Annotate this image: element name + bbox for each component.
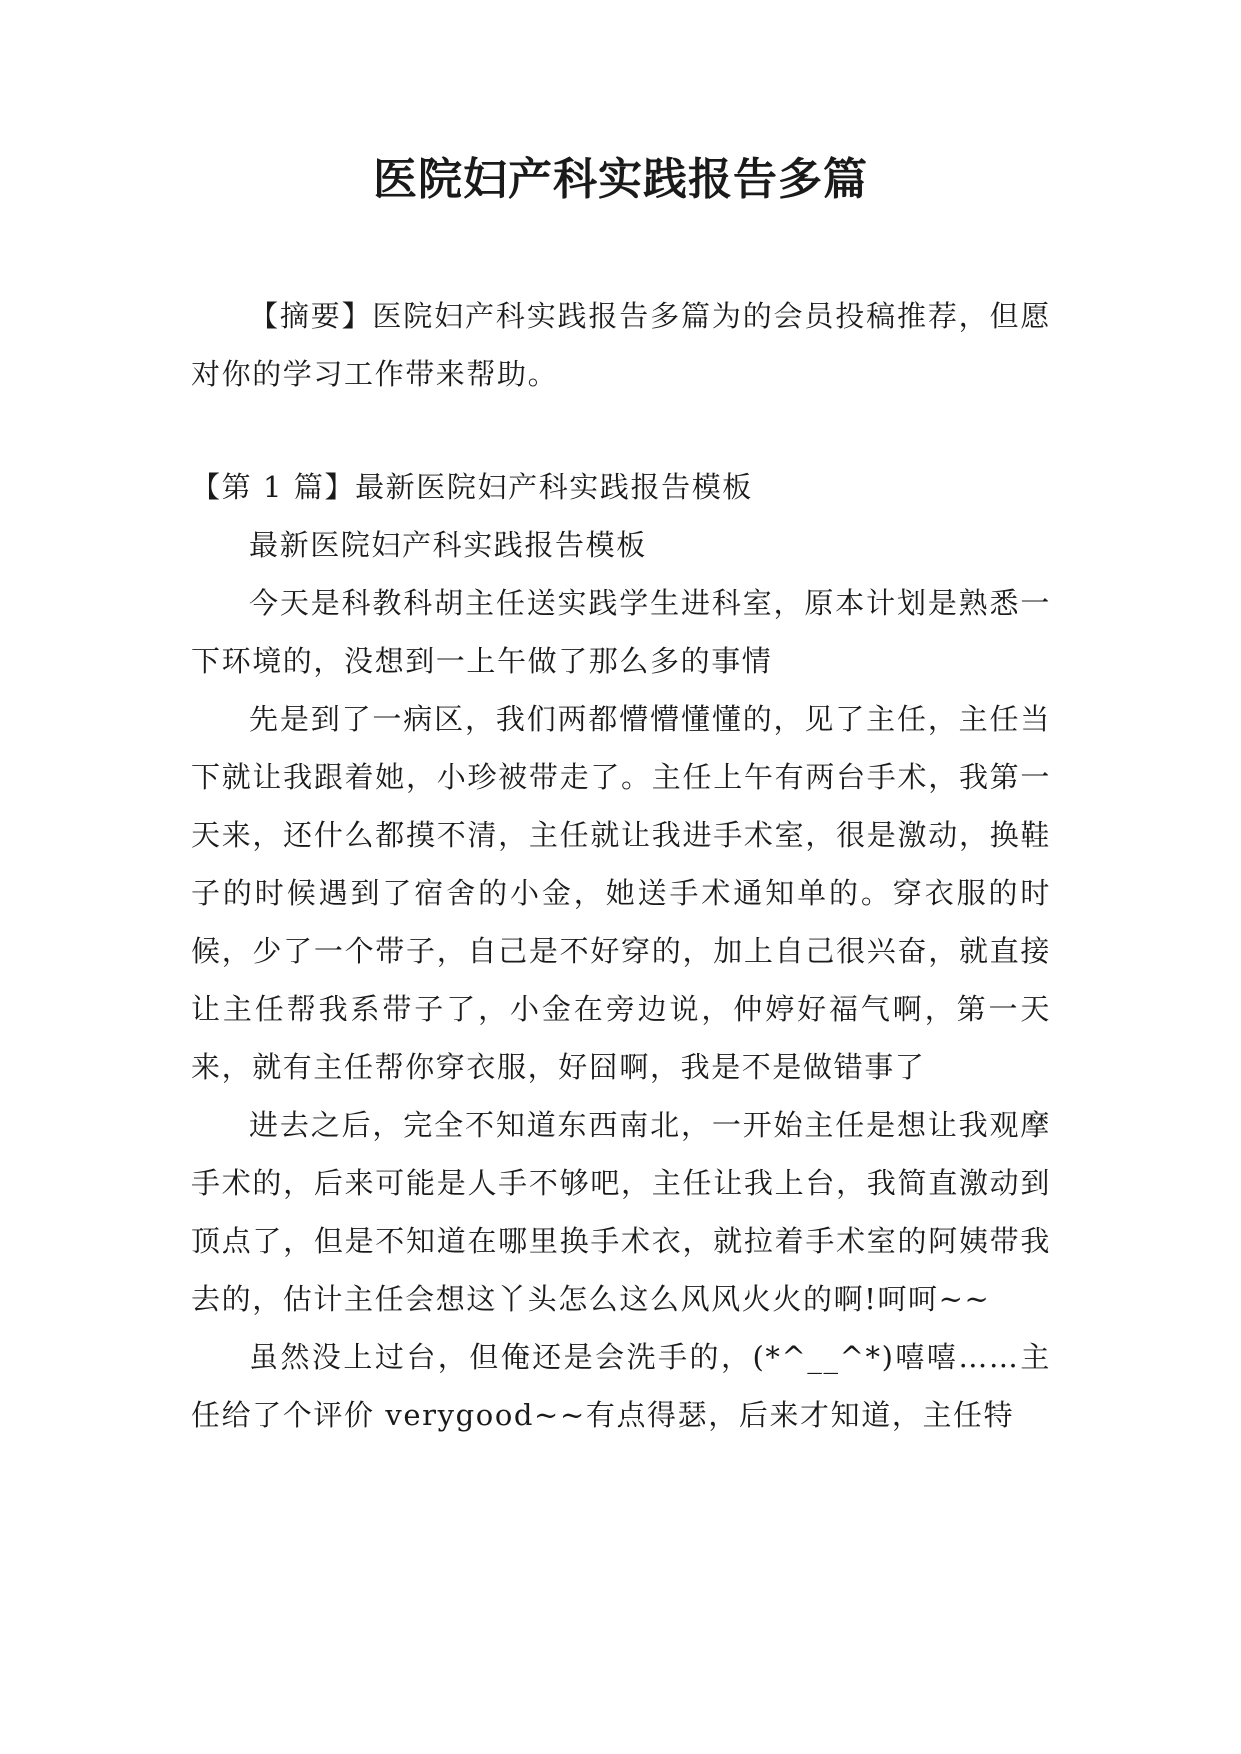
body-paragraph: 进去之后，完全不知道东西南北，一开始主任是想让我观摩手术的，后来可能是人手不够吧，主任让我上台，我简直激动到顶点了，但是不知道在哪里换手术衣，就拉着手术室的阿姨带我去的，估计主任会想这丫头怎么这么风风火火的啊!呵呵~~ — [191, 1108, 1051, 1316]
document-title: 医院妇产科实践报告多篇 — [373, 154, 868, 205]
body-paragraph: 虽然没上过台，但俺还是会洗手的，(*^__^*)嘻嘻……主任给了个评价 verygood~~有点得瑟，后来才知道，主任特 — [191, 1340, 1051, 1432]
abstract-paragraph: 【摘要】医院妇产科实践报告多篇为的会员投稿推荐，但愿对你的学习工作带来帮助。 — [191, 299, 1051, 391]
article-body — [191, 458, 1051, 1444]
abstract-block — [191, 287, 1051, 403]
body-paragraph: 今天是科教科胡主任送实践学生进科室，原本计划是熟悉一下环境的，没想到一上午做了那么多的事情 — [191, 586, 1051, 678]
body-paragraph: 先是到了一病区，我们两都懵懵懂懂的，见了主任，主任当下就让我跟着她，小珍被带走了。主任上午有两台手术，我第一天来，还什么都摸不清，主任就让我进手术室，很是激动，换鞋子的时候遇到了宿舍的小金，她送手术通知单的。穿衣服的时候，少了一个带子，自己是不好穿的，加上自己很兴奋，就直接让主任帮我系带子了，小金在旁边说，仲婷好福气啊，第一天来，就有主任帮你穿衣服，好囧啊，我是不是做错事了 — [191, 702, 1051, 1084]
section-heading: 【第 1 篇】最新医院妇产科实践报告模板 — [191, 470, 753, 504]
body-paragraph: 最新医院妇产科实践报告模板 — [249, 528, 647, 562]
